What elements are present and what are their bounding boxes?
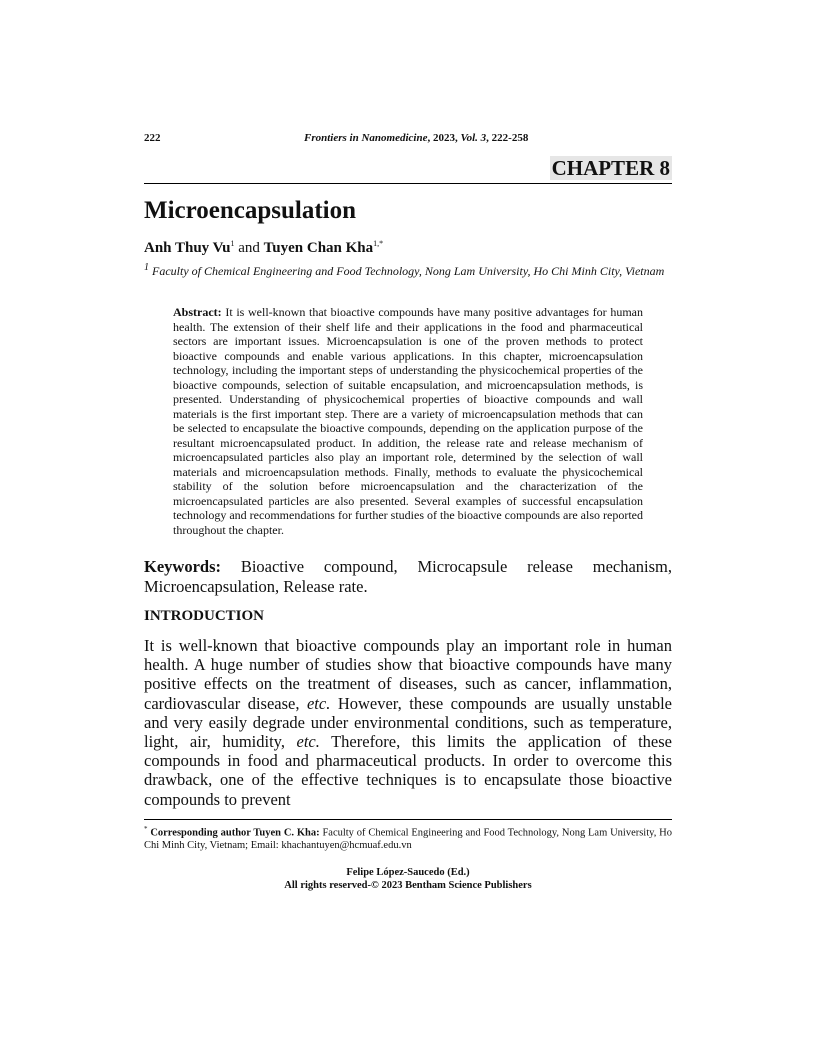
footnote-text: Faculty of Chemical Engineering and Food Technology, Nong Lam University, Ho Chi Minh City, Vietnam; Email: khachantuyen@hcmuaf.edu.vn [144, 827, 672, 852]
journal-volume: Vol. 3 [460, 132, 487, 144]
journal-citation [304, 130, 528, 146]
authors-and: and [234, 240, 264, 256]
imprint-rights: All rights reserved-© 2023 Bentham Science Publishers [284, 880, 532, 892]
section-heading-introduction: INTRODUCTION [144, 608, 265, 624]
author-1-sup: 1 [230, 239, 235, 248]
intro-text-3: Therefore, this limits the application of these compounds in food and pharmaceutical products. In order to overcome this drawback, one of the effective techniques is to encapsulate those bioactive compounds to prevent [144, 732, 673, 809]
journal-name: Frontiers in Nanomedicine [304, 132, 428, 144]
keywords-text: Bioactive compound, Microcapsule release mechanism, Microencapsulation, Release rate. [144, 557, 672, 596]
intro-etc-1: etc. [306, 693, 331, 713]
keywords [144, 557, 672, 596]
abstract-label: Abstract: [173, 305, 222, 319]
imprint-editor: Felipe López-Saucedo (Ed.) [346, 867, 470, 879]
journal-year: , 2023, [427, 132, 461, 144]
affiliation-text: Faculty of Chemical Engineering and Food Technology, Nong Lam University, Ho Chi Minh City, Vietnam [149, 264, 665, 278]
keywords-label: Keywords: [144, 557, 221, 576]
running-header [144, 130, 672, 146]
authors [144, 234, 672, 258]
chapter-label: CHAPTER 8 [551, 156, 670, 180]
journal-pages: , 222-258 [486, 132, 529, 144]
chapter-title: Microencapsulation [144, 197, 357, 224]
page-number: 222 [144, 132, 161, 144]
intro-text-1: It is well-known that bioactive compounds play an important role in human health. A huge number of studies show that bioactive compounds have many positive effects on the treatment of diseases, such as cancer, inflammation, cardiovascular disease, [144, 636, 672, 713]
intro-text-2: However, these compounds are usually unstable and very easily degrade under environmental conditions, such as temperature, light, air, humidity, [144, 693, 673, 752]
author-2-sup: 1,* [373, 239, 384, 248]
author-1: Anh Thuy Vu [144, 240, 231, 256]
affiliation-sup: 1 [144, 262, 149, 273]
header-rule [144, 183, 672, 184]
introduction-paragraph [144, 636, 672, 809]
footnote-label: Corresponding author Tuyen C. Kha: [147, 827, 320, 839]
chapter-label-wrap [144, 156, 672, 183]
intro-etc-2: etc. [296, 732, 320, 752]
imprint [144, 866, 672, 892]
footnote-rule [144, 819, 672, 820]
footnote-sup: * [144, 824, 148, 833]
abstract-text: It is well-known that bioactive compounds have many positive advantages for human health. The extension of their shelf life and their applications in the food and pharmaceutical sectors are important issues. Microencapsulation is one of the proven methods to protect bioactive compounds and enable various applications. In this chapter, microencapsulation technology, including the important steps of understanding the physicochemical properties of the bioactive compounds, selection of suitable encapsulation, and microencapsulation methods, is presented. Understanding of physicochemical properties of bioactive compounds and wall materials is the first important step. There are a variety of microencapsulation methods that can be selected to encapsulate the bioactive compounds, depending on the application purpose of the resultant microencapsulated product. In addition, the release rate and release mechanism of microencapsulated particles also play an important role, determined by the selection of wall materials and microencapsulation methods. Finally, methods to evaluate the physicochemical stability of the solution before microencapsulation and the characterization of the microencapsulated particles are also presented. Several examples of successful encapsulation technology and recommendations for further studies of the bioactive compounds are also reported throughout the chapter. [173, 305, 643, 537]
abstract [173, 305, 643, 537]
author-2: Tuyen Chan Kha [263, 240, 374, 256]
footnote [144, 823, 672, 853]
affiliation [144, 260, 672, 279]
